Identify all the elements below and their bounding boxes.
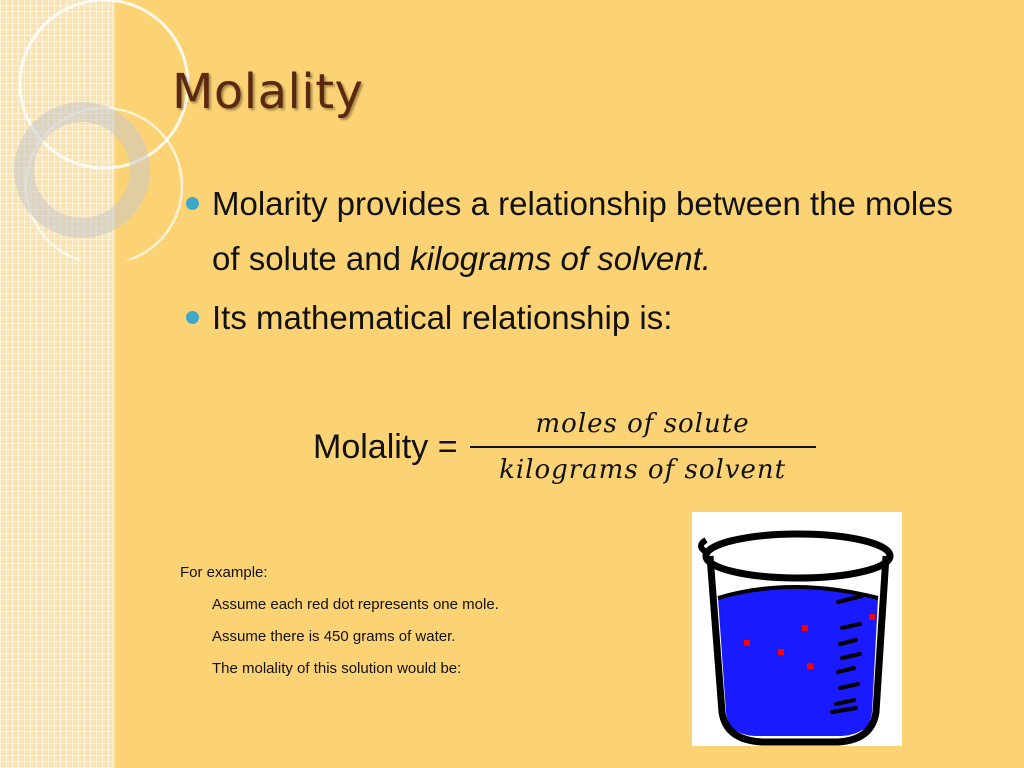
slide-title: Molality bbox=[172, 64, 364, 120]
formula-denominator: kilograms of solvent bbox=[499, 455, 787, 485]
bullet-list bbox=[182, 176, 982, 349]
bullet-dot-icon bbox=[186, 197, 199, 210]
fraction-bar bbox=[470, 446, 816, 448]
example-line-2: Assume there is 450 grams of water. bbox=[212, 628, 456, 645]
bullet-emphasis: kilograms of solvent. bbox=[410, 240, 711, 277]
example-block bbox=[180, 562, 660, 690]
beaker-icon bbox=[692, 512, 902, 746]
bullet-text: Its mathematical relationship is: bbox=[212, 299, 673, 336]
example-heading: For example: bbox=[180, 564, 268, 581]
bullet-item-relationship bbox=[182, 290, 982, 345]
decorative-rings bbox=[0, 0, 200, 260]
bullet-item-molarity bbox=[182, 176, 982, 286]
formula-lhs: Molality = bbox=[313, 427, 458, 466]
bullet-text: Molarity provides a relationship between the moles of solute and bbox=[212, 185, 954, 277]
molality-formula bbox=[313, 402, 816, 492]
formula-fraction bbox=[470, 406, 816, 488]
formula-numerator: moles of solute bbox=[535, 409, 750, 439]
example-line-3: The molality of this solution would be: bbox=[212, 660, 462, 677]
example-line-1: Assume each red dot represents one mole. bbox=[212, 596, 499, 613]
bullet-dot-icon bbox=[186, 311, 199, 324]
